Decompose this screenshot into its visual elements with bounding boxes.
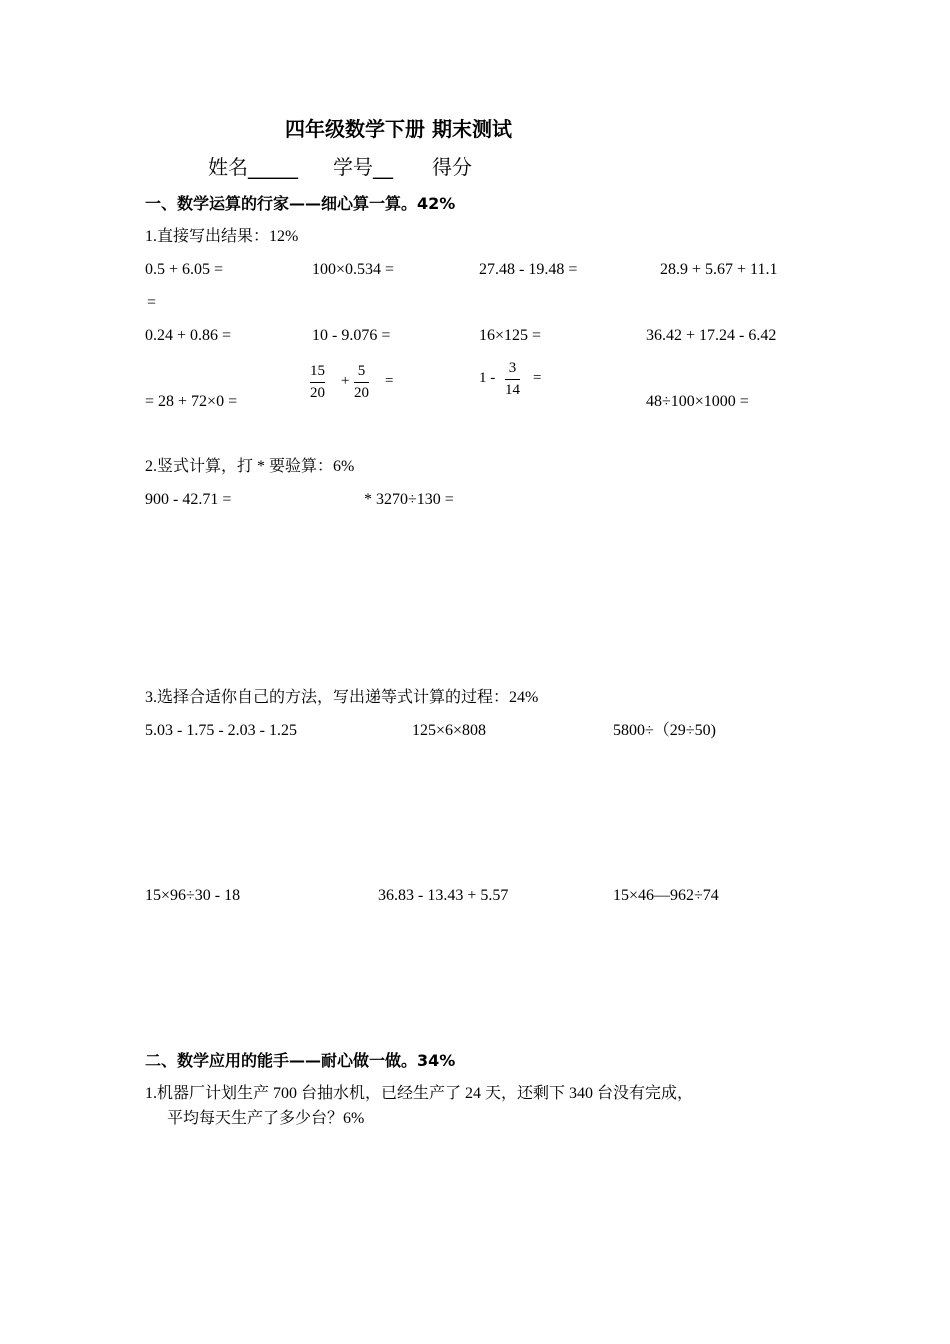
q1-r1-wrap: = [147,294,157,311]
equals-sign: = [533,370,542,386]
q2-item1: 900 - 42.71 = [145,491,232,508]
q2-item2: * 3270÷130 = [364,491,454,508]
fraction-denominator: 14 [505,382,520,398]
q1-r2-item3: 16×125 = [479,327,542,344]
page-title: 四年级数学下册 期末测试 [285,117,512,141]
q1-r1-item2: 100×0.534 = [312,261,395,278]
fraction-15-20 [310,364,325,401]
q3-r2-item3: 15×46—962÷74 [613,887,719,904]
fraction-numerator: 5 [357,363,366,379]
section2-heading: 二、数学应用的能手——耐心做一做。34% [145,1051,456,1070]
q1-r2-item4: 36.42 + 17.24 - 6.42 [646,327,777,344]
q3-r1-item3: 5800÷（29÷50) [613,722,716,739]
q1-r1-item4: 28.9 + 5.67 + 11.1 [660,261,778,278]
q1-r1-item3: 27.48 - 19.48 = [479,261,578,278]
fraction-bar [354,382,369,383]
fraction-denominator: 20 [310,385,325,401]
q1-r2-item1: 0.24 + 0.86 = [145,327,232,344]
student-number-field: 学号__ [333,155,393,179]
fraction-numerator: 15 [310,363,325,379]
q3-r2-item2: 36.83 - 13.43 + 5.57 [378,887,509,904]
fraction-denominator: 20 [354,385,369,401]
one-minus: 1 - [479,370,496,386]
section1-heading: 一、数学运算的行家——细心算一算。42% [145,194,456,213]
fraction-bar [505,379,520,380]
s2-q1-line2: 平均每天生产了多少台？6% [167,1110,365,1127]
fraction-3-14 [505,361,520,398]
q1-r2-item2: 10 - 9.076 = [312,327,391,344]
fraction-bar [310,382,325,383]
q1-r1-item1: 0.5 + 6.05 = [145,261,224,278]
q1-r3-item4: 48÷100×1000 = [646,393,749,410]
q1-r3-item1: = 28 + 72×0 = [145,393,238,410]
q3-r2-item1: 15×96÷30 - 18 [145,887,241,904]
q3-r1-item2: 125×6×808 [412,722,487,739]
q2-title: 2.竖式计算，打 * 要验算：6% [145,458,355,475]
q1-title: 1.直接写出结果：12% [145,228,299,245]
name-field: 姓名_____ [208,155,298,179]
equals-sign: = [385,373,394,389]
plus-sign: + [341,373,350,389]
fraction-5-20 [354,364,369,401]
fraction-numerator: 3 [508,360,517,376]
q3-title: 3.选择合适你自己的方法，写出递等式计算的过程：24% [145,689,539,706]
score-field: 得分 [432,155,472,179]
q3-r1-item1: 5.03 - 1.75 - 2.03 - 1.25 [145,722,297,739]
s2-q1-line1: 1.机器厂计划生产 700 台抽水机，已经生产了 24 天，还剩下 340 台没有完成， [145,1085,694,1102]
